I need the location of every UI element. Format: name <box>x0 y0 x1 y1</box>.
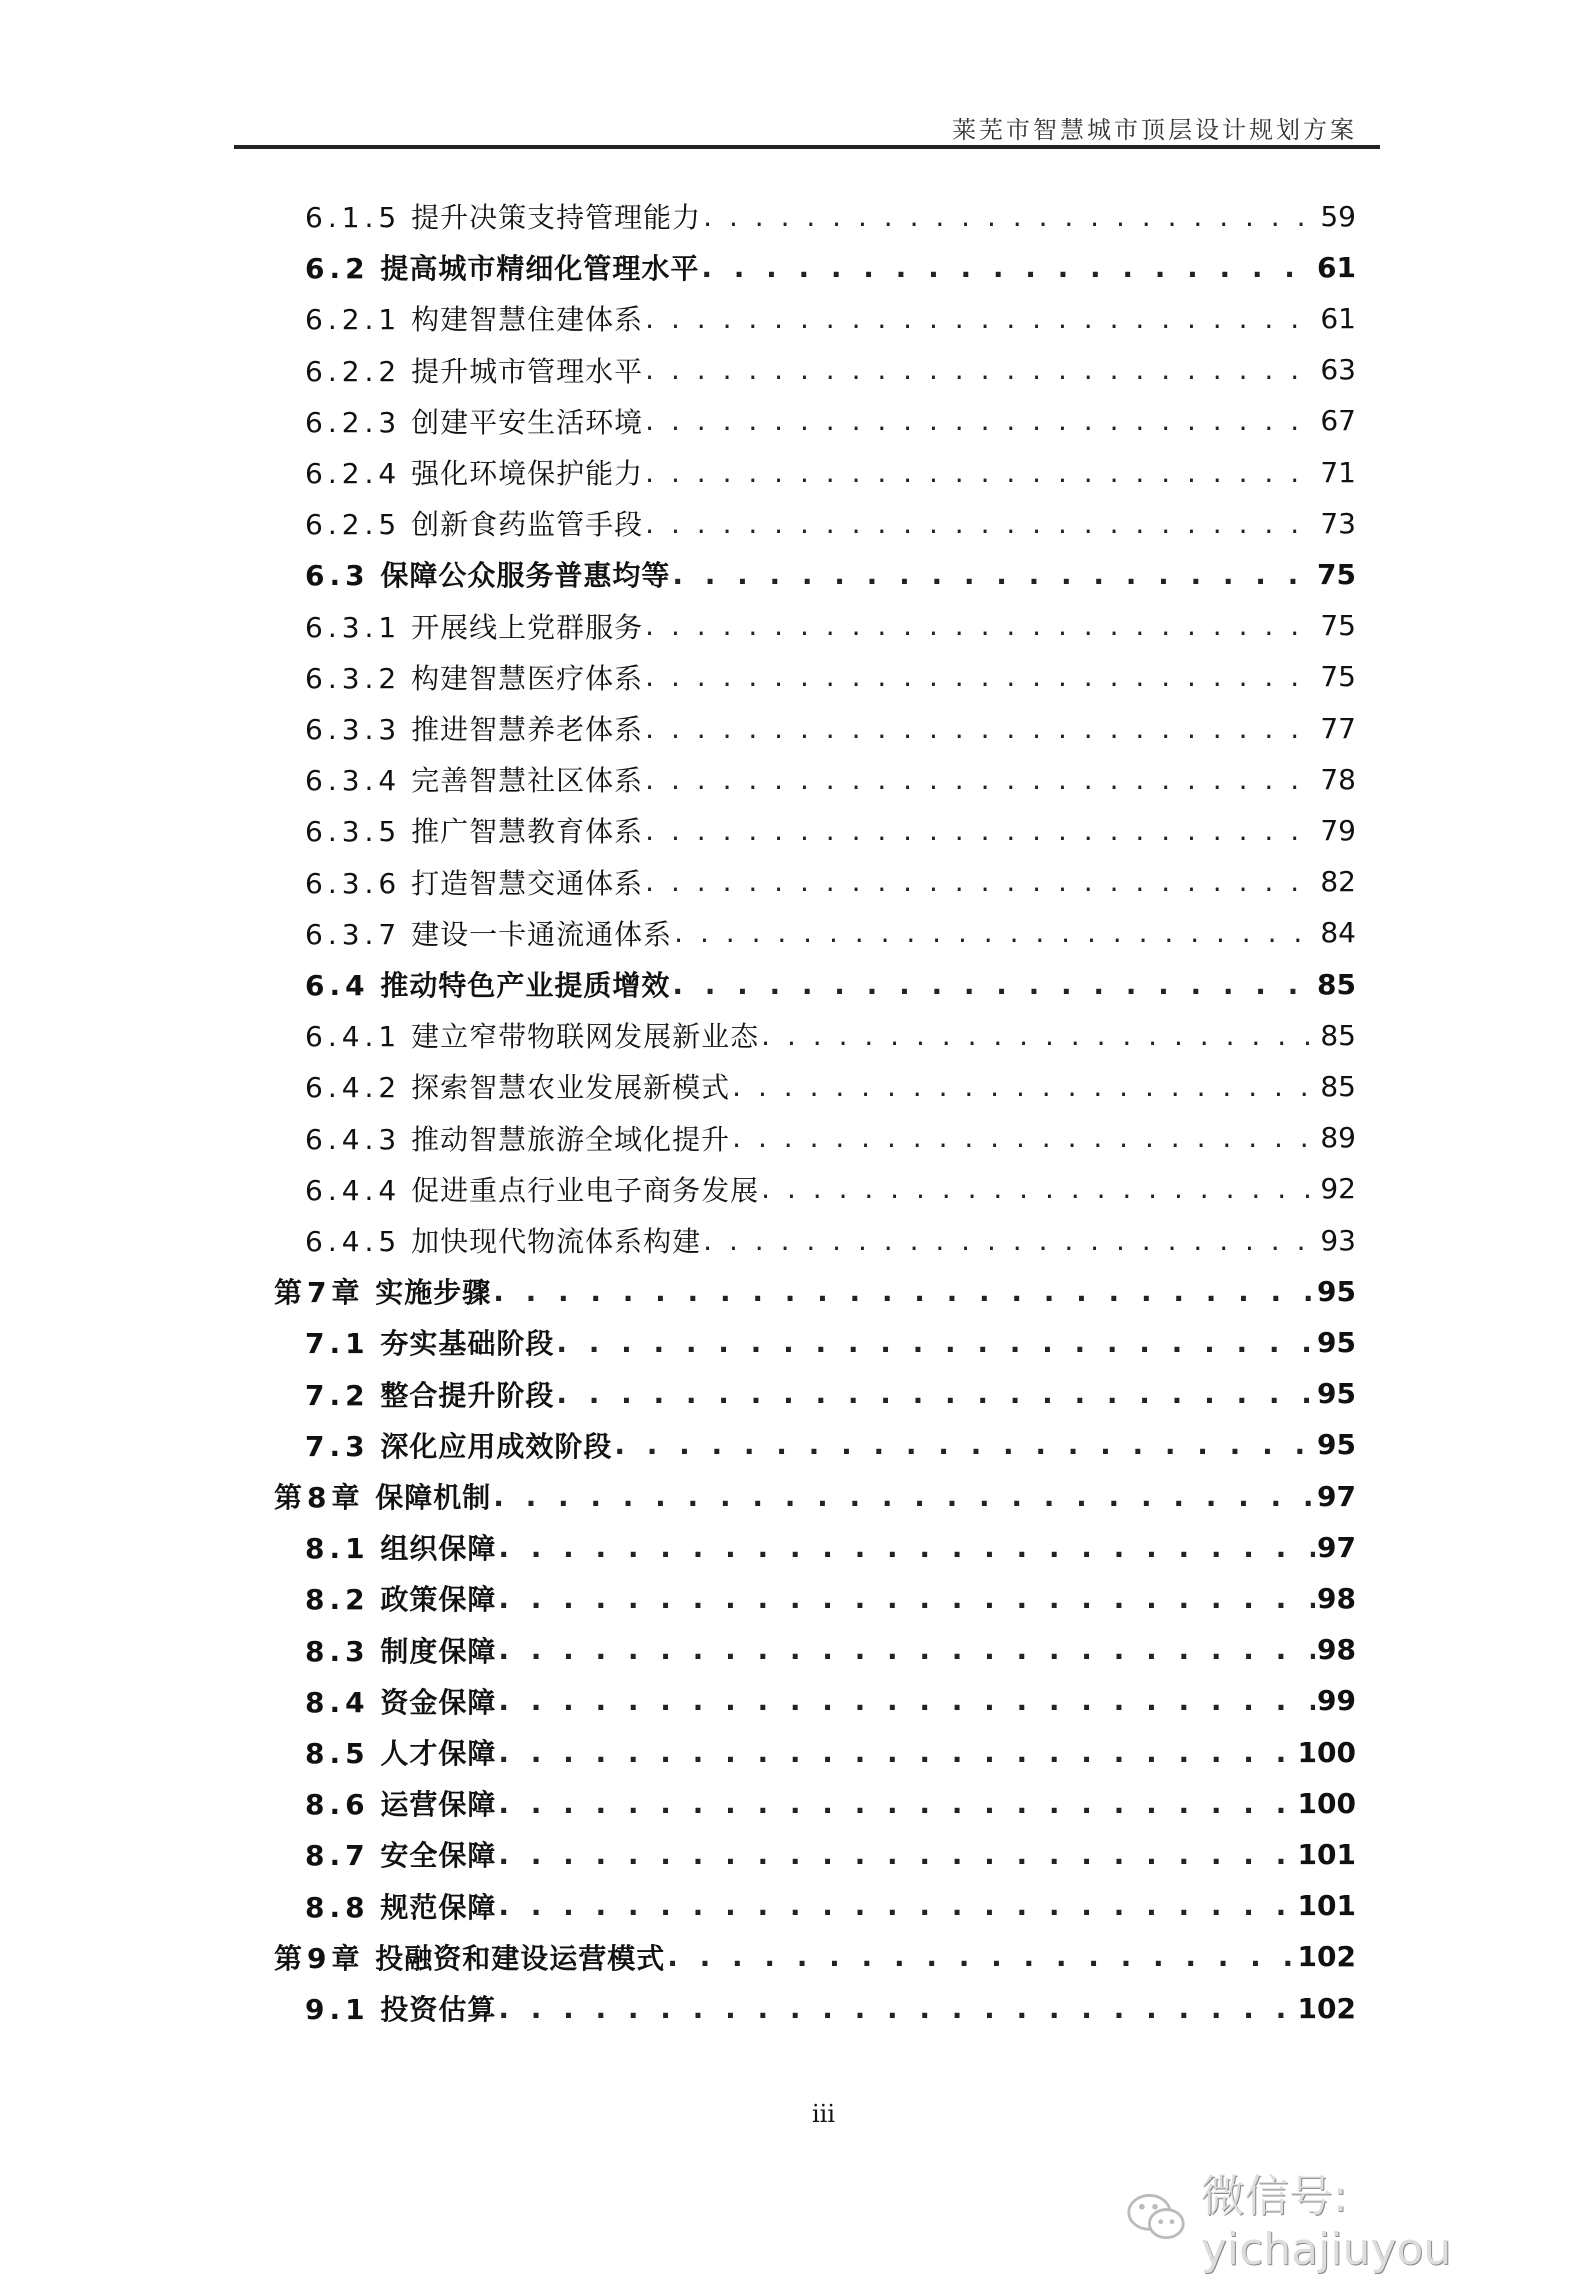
toc-entry-page: 98 <box>1317 1581 1356 1615</box>
toc-entry-page: 61 <box>1317 250 1356 284</box>
toc-entry[interactable] <box>305 1630 1356 1670</box>
toc-entry[interactable] <box>305 554 1356 594</box>
dot-leader <box>645 763 1318 796</box>
toc-entry-title: 建设一卡通流通体系 <box>411 917 673 951</box>
dot-leader <box>645 865 1318 898</box>
dot-leader <box>645 302 1318 335</box>
toc-entry-page: 95 <box>1317 1377 1356 1411</box>
toc-entry-page: 102 <box>1297 1940 1356 1974</box>
toc-entry-title: 构建智慧医疗体系 <box>411 661 644 695</box>
toc-entry-title: 打造智慧交通体系 <box>411 866 644 900</box>
toc-entry[interactable] <box>305 606 1356 646</box>
toc-entry[interactable] <box>305 1322 1356 1362</box>
dot-leader <box>645 814 1318 847</box>
toc-entry-number: 8.3 <box>305 1634 370 1668</box>
dot-leader <box>732 1121 1318 1154</box>
dot-leader <box>701 251 1315 284</box>
toc-entry-title: 加快现代物流体系构建 <box>411 1225 702 1258</box>
toc-entry-page: 98 <box>1317 1633 1356 1667</box>
toc-entry-number: 6.3.7 <box>305 917 402 951</box>
toc-entry-title: 规范保障 <box>380 1890 497 1924</box>
toc-entry-number: 第8章 <box>274 1481 365 1514</box>
running-header-title: 莱芜市智慧城市顶层设计规划方案 <box>952 116 1357 144</box>
toc-entry-title: 提升决策支持管理能力 <box>411 201 702 234</box>
toc-entry[interactable] <box>305 1732 1356 1772</box>
toc-entry-title: 投融资和建设运营模式 <box>375 1941 666 1975</box>
toc-entry-number: 6.3.2 <box>305 661 402 695</box>
toc-entry-title: 建立窄带物联网发展新业态 <box>411 1020 760 1054</box>
toc-entry-title: 探索智慧农业发展新模式 <box>411 1071 731 1105</box>
toc-entry[interactable] <box>305 657 1356 697</box>
toc-entry[interactable] <box>305 452 1356 492</box>
toc-entry-page: 82 <box>1320 865 1356 899</box>
dot-leader <box>645 507 1318 540</box>
toc-entry[interactable] <box>305 1578 1356 1618</box>
toc-entry-page: 75 <box>1320 609 1356 643</box>
toc-entry[interactable] <box>305 913 1356 953</box>
toc-entry-title: 政策保障 <box>380 1583 497 1617</box>
toc-entry[interactable] <box>305 759 1356 799</box>
toc-entry-number: 6.2.3 <box>305 405 402 439</box>
toc-entry-page: 85 <box>1320 1018 1356 1052</box>
toc-entry-number: 8.1 <box>305 1532 370 1566</box>
toc-entry[interactable] <box>305 862 1356 902</box>
toc-entry-page: 84 <box>1320 916 1356 950</box>
toc-entry-page: 102 <box>1297 1991 1356 2025</box>
dot-leader <box>498 1684 1315 1717</box>
toc-entry[interactable] <box>305 1834 1356 1874</box>
toc-entry[interactable] <box>274 1271 1356 1311</box>
toc-entry-number: 6.2.4 <box>305 457 402 490</box>
toc-entry-page: 79 <box>1320 813 1356 847</box>
toc-entry-title: 创建平安生活环境 <box>411 405 644 439</box>
toc-entry-page: 75 <box>1320 660 1356 694</box>
toc-entry-number: 7.1 <box>305 1327 370 1361</box>
toc-entry-page: 100 <box>1297 1786 1356 1820</box>
toc-entry-number: 8.6 <box>305 1788 370 1822</box>
toc-entry-title: 提高城市精细化管理水平 <box>380 252 700 286</box>
watermark <box>1125 2160 1587 2275</box>
dot-leader <box>672 968 1315 1001</box>
dot-leader <box>761 1019 1318 1052</box>
toc-entry-title: 组织保障 <box>380 1532 497 1566</box>
dot-leader <box>732 1070 1318 1103</box>
toc-entry-number: 6.2.2 <box>305 354 402 388</box>
header-rule <box>234 145 1380 149</box>
toc-entry-page: 89 <box>1320 1121 1356 1155</box>
toc-entry-page: 97 <box>1317 1530 1356 1564</box>
toc-entry-title: 创新食药监管手段 <box>411 508 644 542</box>
toc-entry-number: 第9章 <box>274 1941 365 1975</box>
toc-entry-number: 6.2 <box>305 252 370 286</box>
dot-leader <box>614 1428 1315 1461</box>
dot-leader <box>645 712 1318 745</box>
dot-leader <box>498 1838 1295 1871</box>
dot-leader <box>674 916 1318 949</box>
toc-entry-number: 8.4 <box>305 1685 370 1719</box>
toc-entry-title: 保障机制 <box>375 1481 492 1514</box>
toc-entry-number: 6.3.5 <box>305 815 402 849</box>
toc-entry-number: 7.3 <box>305 1429 370 1463</box>
toc-entry[interactable] <box>305 1681 1356 1721</box>
toc-entry-number: 8.2 <box>305 1583 370 1617</box>
toc-entry-number: 6.4.1 <box>305 1020 402 1054</box>
toc-entry-title: 投资估算 <box>380 1993 497 2026</box>
toc-entry[interactable] <box>305 401 1356 441</box>
toc-entry-title: 开展线上党群服务 <box>411 610 644 644</box>
toc-entry[interactable] <box>305 1015 1356 1055</box>
toc-entry-number: 6.4 <box>305 969 370 1002</box>
dot-leader <box>493 1275 1315 1308</box>
toc-entry-title: 运营保障 <box>380 1788 497 1822</box>
toc-entry-title: 强化环境保护能力 <box>411 457 644 490</box>
toc-entry-number: 6.3 <box>305 559 370 593</box>
dot-leader <box>645 404 1318 437</box>
toc-entry-title: 夯实基础阶段 <box>380 1327 555 1361</box>
dot-leader <box>498 1992 1295 2025</box>
toc-entry-page: 63 <box>1320 353 1356 387</box>
toc-entry-number: 6.3.1 <box>305 610 402 644</box>
toc-entry-page: 101 <box>1297 1889 1356 1923</box>
dot-leader <box>667 1940 1295 1973</box>
toc-entry-number: 9.1 <box>305 1993 370 2026</box>
toc-entry-page: 95 <box>1317 1428 1356 1462</box>
toc-entry-title: 构建智慧住建体系 <box>411 303 644 337</box>
toc-entry-page: 100 <box>1297 1735 1356 1769</box>
toc-entry-page: 77 <box>1320 711 1356 745</box>
toc-entry-number: 6.3.3 <box>305 713 402 746</box>
toc-entry-number: 6.4.2 <box>305 1071 402 1105</box>
toc-entry[interactable] <box>305 1886 1356 1926</box>
toc-entry-page: 78 <box>1320 762 1356 796</box>
toc-entry-number: 8.8 <box>305 1890 370 1924</box>
toc-entry-page: 71 <box>1320 455 1356 489</box>
toc-entry[interactable] <box>305 1066 1356 1106</box>
toc-entry[interactable] <box>305 1220 1356 1260</box>
toc-entry-number: 6.4.3 <box>305 1122 402 1156</box>
watermark-text: 微信号: yichajiuyou <box>1200 2171 1452 2275</box>
toc-entry[interactable] <box>305 350 1356 390</box>
dot-leader <box>498 1736 1295 1769</box>
toc-entry-number: 6.1.5 <box>305 201 402 234</box>
toc-entry-title: 深化应用成效阶段 <box>380 1429 613 1463</box>
toc-entry[interactable] <box>305 1425 1356 1465</box>
dot-leader <box>498 1787 1295 1820</box>
dot-leader <box>645 609 1318 642</box>
toc-entry-number: 第7章 <box>274 1276 365 1310</box>
toc-entry-title: 推动智慧旅游全域化提升 <box>411 1122 731 1156</box>
toc-entry[interactable] <box>305 196 1356 236</box>
toc-entry[interactable] <box>274 1476 1356 1516</box>
toc-entry[interactable] <box>305 964 1356 1004</box>
dot-leader <box>498 1531 1315 1564</box>
toc-entry-page: 61 <box>1320 301 1356 335</box>
toc-entry-number: 8.5 <box>305 1737 370 1770</box>
dot-leader <box>672 558 1315 591</box>
toc-entry[interactable] <box>305 503 1356 543</box>
toc-entry-page: 85 <box>1320 1069 1356 1103</box>
toc-entry-page: 95 <box>1317 1274 1356 1308</box>
toc-entry-title: 完善智慧社区体系 <box>411 764 644 798</box>
toc-entry-page: 101 <box>1297 1837 1356 1871</box>
toc-entry-number: 6.2.5 <box>305 508 402 542</box>
toc-entry-title: 推广智慧教育体系 <box>411 815 644 849</box>
toc-entry-page: 97 <box>1317 1479 1356 1513</box>
toc-entry[interactable] <box>305 1374 1356 1414</box>
dot-leader <box>761 1172 1318 1205</box>
toc-entry[interactable] <box>274 1937 1356 1977</box>
toc-entry-title: 保障公众服务普惠均等 <box>380 559 671 593</box>
dot-leader <box>493 1480 1315 1513</box>
toc-entry-title: 资金保障 <box>380 1685 497 1719</box>
toc-entry-number: 6.3.4 <box>305 764 402 798</box>
toc-entry-page: 93 <box>1320 1223 1356 1257</box>
page-number: iii <box>812 2100 836 2128</box>
toc-entry-number: 6.4.4 <box>305 1173 402 1207</box>
toc-entry-page: 95 <box>1317 1325 1356 1359</box>
toc-entry[interactable] <box>305 247 1356 287</box>
toc-entry-title: 人才保障 <box>380 1737 497 1770</box>
toc-entry[interactable] <box>305 708 1356 748</box>
toc-entry-title: 提升城市管理水平 <box>411 354 644 388</box>
toc-entry-page: 73 <box>1320 506 1356 540</box>
toc-entry-page: 92 <box>1320 1172 1356 1206</box>
toc-entry-title: 促进重点行业电子商务发展 <box>411 1173 760 1207</box>
dot-leader <box>556 1377 1315 1410</box>
toc-entry-title: 制度保障 <box>380 1634 497 1668</box>
toc-entry-page: 99 <box>1317 1684 1356 1718</box>
dot-leader <box>703 200 1318 233</box>
dot-leader <box>556 1326 1315 1359</box>
toc-entry-title: 安全保障 <box>380 1839 497 1873</box>
toc-entry-page: 85 <box>1317 967 1356 1001</box>
toc-entry-title: 整合提升阶段 <box>380 1378 555 1412</box>
toc-entry-page: 67 <box>1320 404 1356 438</box>
toc-entry-number: 6.2.1 <box>305 303 402 337</box>
dot-leader <box>498 1633 1315 1666</box>
toc-entry-title: 推动特色产业提质增效 <box>380 969 671 1002</box>
dot-leader <box>645 353 1318 386</box>
toc-entry-number: 6.3.6 <box>305 866 402 900</box>
toc-entry-title: 推进智慧养老体系 <box>411 713 644 746</box>
toc-entry[interactable] <box>305 1169 1356 1209</box>
dot-leader <box>645 660 1318 693</box>
toc-entry[interactable] <box>305 298 1356 338</box>
toc-entry-number: 6.4.5 <box>305 1225 402 1258</box>
toc-entry-number: 7.2 <box>305 1378 370 1412</box>
toc-entry[interactable] <box>305 1783 1356 1823</box>
dot-leader <box>498 1582 1315 1615</box>
toc-entry[interactable] <box>305 1118 1356 1158</box>
toc-entry[interactable] <box>305 1988 1356 2028</box>
dot-leader <box>645 456 1318 489</box>
toc-entry-title: 实施步骤 <box>375 1276 492 1310</box>
toc-entry[interactable] <box>305 1527 1356 1567</box>
toc-entry-page: 59 <box>1320 199 1356 233</box>
wechat-icon <box>1125 2188 1191 2248</box>
dot-leader <box>498 1889 1295 1922</box>
toc-entry-page: 75 <box>1317 557 1356 591</box>
toc-entry[interactable] <box>305 810 1356 850</box>
toc-entry-number: 8.7 <box>305 1839 370 1873</box>
dot-leader <box>703 1224 1318 1257</box>
